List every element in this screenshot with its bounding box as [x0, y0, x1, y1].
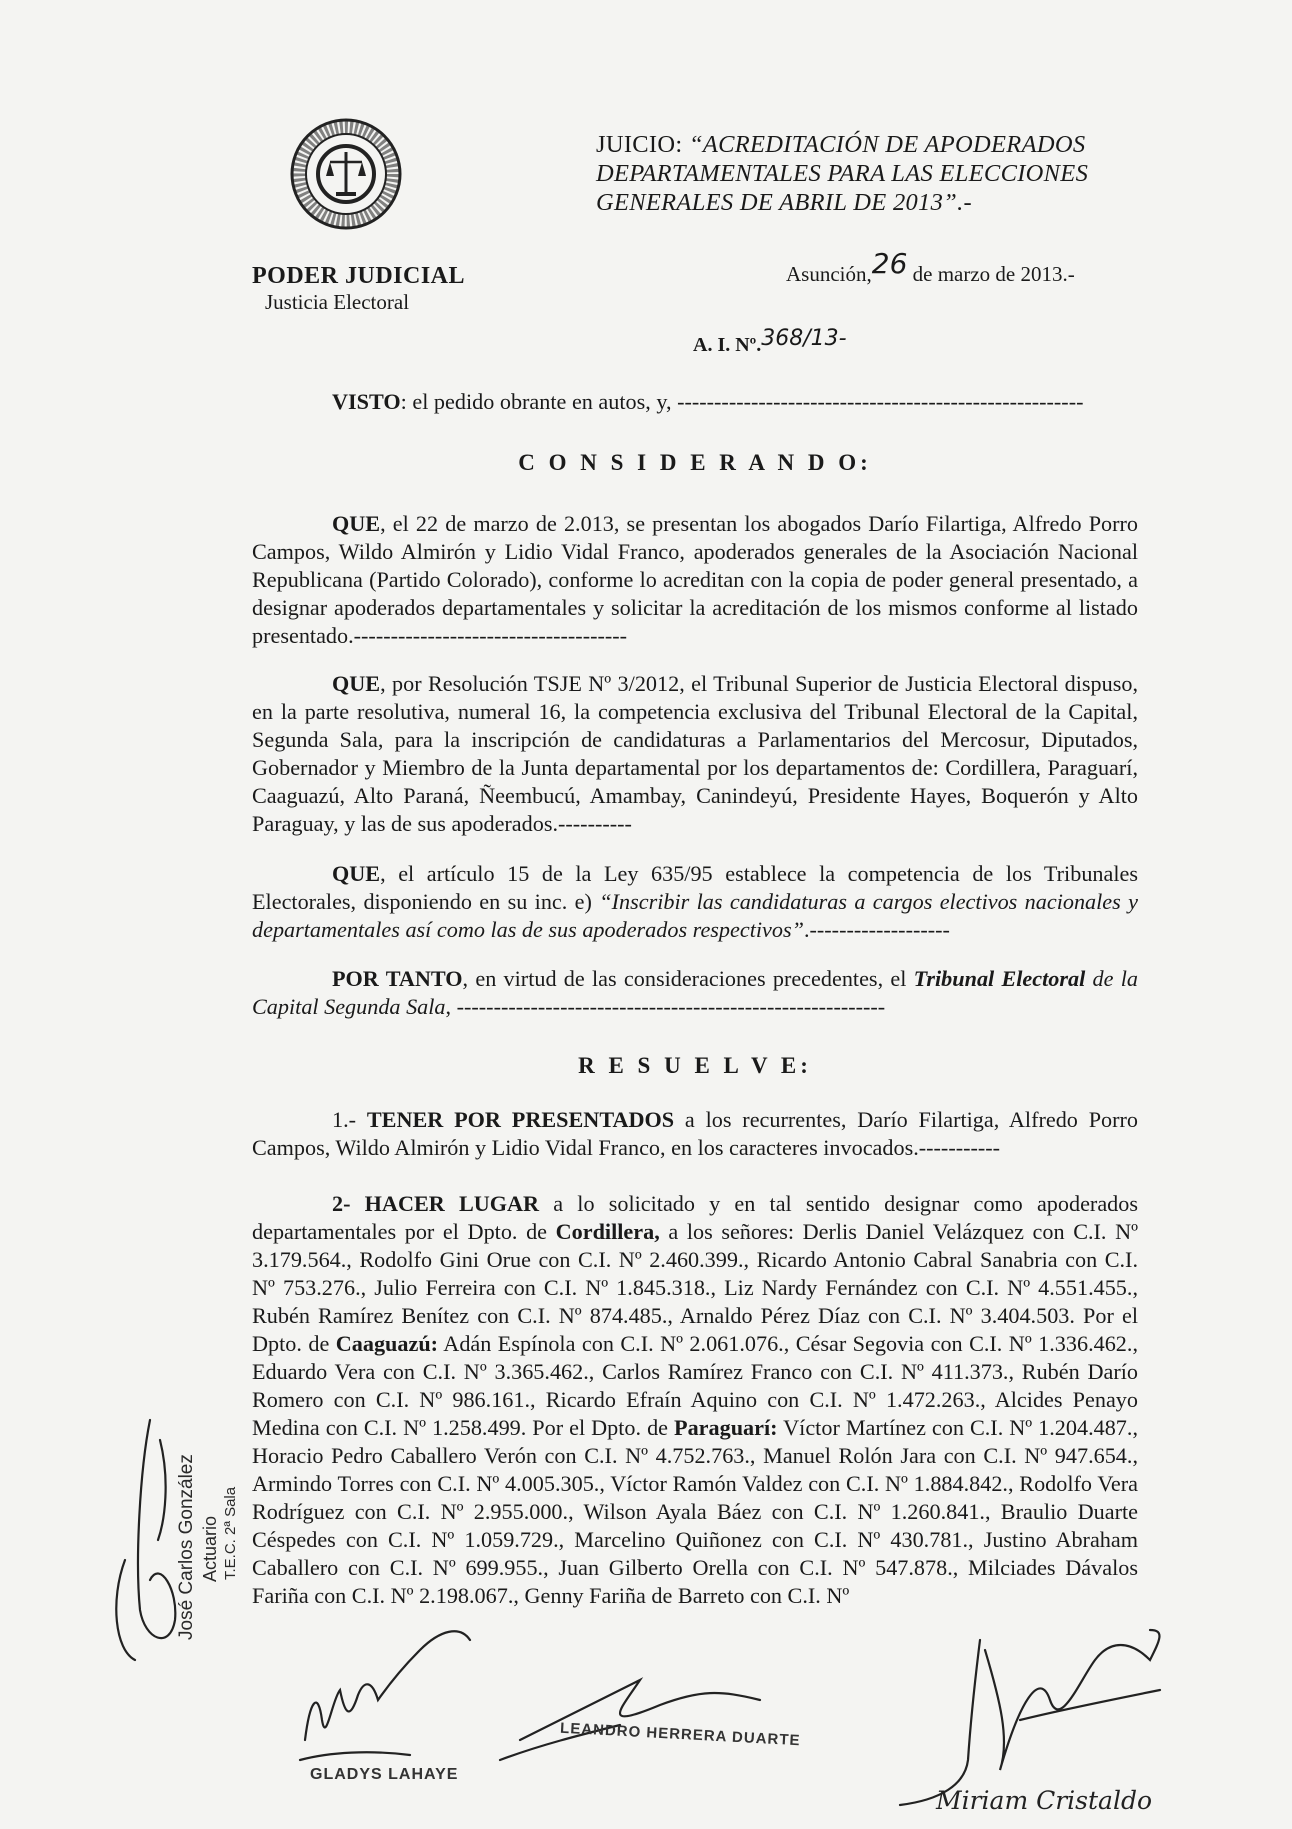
- considerando-paragraph-1: [252, 510, 1138, 650]
- ai-number: [693, 326, 847, 357]
- item-text: a lo solicitado y en tal sentido designar como apoderados departamentales por el Dpto. de: [252, 1191, 1138, 1244]
- tribunal-name: Tribunal Electoral: [913, 966, 1086, 991]
- considerando-heading: C O N S I D E R A N D O:: [518, 450, 872, 475]
- item-text: a los señores: Derlis Daniel Velázquez con C.I. Nº 3.179.564., Rodolfo Gini Orue con C.I. Nº 2.460.399., Ricardo Antonio Cabral Sanabria con C.I. Nº 753.276., Julio Ferreira con C.I. Nº 1.845.318., Liz Nardy Fernández con C.I. Nº 4.551.455., Rubén Ramírez Benítez con C.I. Nº 874.485., Arnaldo Pérez Díaz con C.I. Nº 3.404.503. Por el Dpto. de: [252, 1219, 1138, 1356]
- department-cordillera: Cordillera,: [555, 1219, 660, 1244]
- case-label: JUICIO:: [596, 131, 683, 158]
- que-text: , el artículo 15 de la Ley 635/95 establece la competencia de los Tribunales Electorales, disponiendo en su inc. e): [252, 861, 1138, 914]
- ai-number-handwritten: 368/13-: [761, 326, 847, 351]
- electoral-seal-icon: [290, 118, 402, 230]
- sub-institution-name: Justicia Electoral: [265, 290, 410, 314]
- item-text: a los recurrentes, Darío Filartiga, Alfredo Porro Campos, Wildo Almirón y Lidio Vidal Franco, en los caracteres invocados.-----------: [252, 1107, 1139, 1160]
- margin-stamp-name: José Carlos González: [176, 1454, 197, 1640]
- resolution-item-2: [252, 1190, 1138, 1610]
- por-tanto-text-end: , ----------------------------------------------------------: [445, 994, 886, 1019]
- visto-paragraph: [252, 388, 1138, 416]
- item-text: Adán Espínola con C.I. Nº 2.061.076., César Segovia con C.I. Nº 1.336.462., Eduardo Vera con C.I. Nº 3.365.462., Carlos Ramírez Franco con C.I. Nº 411.373., Rubén Darío Romero con C.I. Nº 986.161., Ricardo Efraín Aquino con C.I. Nº 1.472.263., Alcides Penayo Medina con C.I. Nº 1.258.499. Por el Dpto. de: [252, 1331, 1138, 1440]
- item-label: TENER POR PRESENTADOS: [366, 1107, 675, 1132]
- que-text: , el 22 de marzo de 2.013, se presentan los abogados Darío Filartiga, Alfredo Porro Campos, Wildo Almirón y Lidio Vidal Franco, apoderados generales de la Asociación Nacional Republicana (Partido Colorado), conforme lo acreditan con la copia de poder general presentado, a designar apoderados departamentales y solicitar la acreditación de los mismos conforme al listado presentado.-------------------------------------: [252, 511, 1138, 648]
- case-title-line3: GENERALES DE ABRIL DE 2013”.-: [596, 189, 972, 216]
- resuelve-heading: R E S U E L V E:: [578, 1053, 812, 1078]
- margin-initial-stroke: [116, 1560, 135, 1660]
- que-label: QUE: [332, 671, 381, 696]
- margin-stamp-role: Actuario: [200, 1515, 220, 1582]
- signature-3-stroke: [985, 1630, 1159, 1770]
- tribunal-sala: de la Capital Segunda Sala: [252, 966, 1139, 1019]
- signature-2-name: LEANDRO HERRERA DUARTE: [559, 1719, 801, 1750]
- item-text: Víctor Martínez con C.I. Nº 1.204.487., Horacio Pedro Caballero Verón con C.I. Nº 4.752.763., Manuel Rolón Jara con C.I. Nº 947.654., Armindo Torres con C.I. Nº 4.005.305., Víctor Ramón Valdez con C.I. Nº 1.884.842., Rodolfo Vera Rodríguez con C.I. Nº 2.955.000., Wilson Ayala Báez con C.I. Nº 1.260.841., Braulio Duarte Céspedes con C.I. Nº 1.059.729., Marcelino Quiñonez con C.I. Nº 430.781., Justino Abraham Caballero con C.I. Nº 699.955., Juan Gilberto Orella con C.I. Nº 547.878., Milciades Dávalos Fariña con C.I. Nº 2.198.067., Genny Fariña de Barreto con C.I. Nº: [252, 1415, 1138, 1608]
- que-label: QUE: [332, 511, 381, 536]
- por-tanto-label: POR TANTO: [332, 966, 463, 991]
- ai-label: A. I. Nº.: [693, 334, 762, 356]
- case-title: [596, 130, 1156, 217]
- por-tanto-text: , en virtud de las consideraciones precedentes, el: [462, 966, 914, 991]
- signature-1-stroke: [300, 1752, 410, 1760]
- signature-3-name: Miriam Cristaldo: [936, 1786, 1153, 1815]
- signature-3-stroke: [1020, 1690, 1160, 1720]
- visto-text: : el pedido obrante en autos, y, -------------------------------------------------------: [400, 389, 1084, 414]
- institution-name: PODER JUDICIAL: [252, 263, 466, 289]
- signature-1-stroke: [305, 1631, 470, 1740]
- item-number: 1.-: [332, 1107, 357, 1132]
- que-text: , por Resolución TSJE Nº 3/2012, el Tribunal Superior de Justicia Electoral dispuso, en la parte resolutiva, numeral 16, la competencia exclusiva del Tribunal Electoral de la Capital, Segunda Sala, para la inscripción de candidaturas a Parlamentarios del Mercosur, Diputados, Gobernador y Miembro de la Junta departamental por los departamentos de: Cordillera, Paraguarí, Caaguazú, Alto Paraná, Ñeembucú, Amambay, Canindeyú, Presidente Hayes, Boquerón y Alto Paraguay, y las de sus apoderados.----------: [252, 671, 1138, 836]
- signature-1-name: GLADYS LAHAYE: [310, 1766, 459, 1783]
- department-paraguari: Paraguarí:: [674, 1415, 778, 1440]
- item-number: 2-: [332, 1191, 351, 1216]
- considerando-paragraph-2: [252, 670, 1138, 838]
- resolution-item-1: [252, 1106, 1138, 1162]
- margin-initial-stroke: [158, 1440, 166, 1540]
- por-tanto-paragraph: [252, 965, 1138, 1021]
- electoral-seal: [290, 118, 402, 230]
- que-label: QUE: [332, 861, 381, 886]
- que-text-end: .-------------------: [803, 917, 950, 942]
- considerando-paragraph-3: [252, 860, 1138, 944]
- date-suffix: de marzo de 2013.-: [912, 262, 1075, 286]
- department-caaguazu: Caaguazú:: [335, 1331, 439, 1356]
- margin-initial-stroke: [138, 1420, 175, 1638]
- margin-stamp-court: T.E.C. 2ª Sala: [222, 1486, 239, 1580]
- item-label: HACER LUGAR: [364, 1191, 540, 1216]
- signature-3-stroke: [900, 1640, 980, 1805]
- document-date: [786, 247, 1075, 288]
- date-prefix: Asunción,: [786, 262, 872, 286]
- law-quote: “Inscribir las candidaturas a cargos electivos nacionales y departamentales así como las de sus apoderados respectivos”: [252, 889, 1138, 942]
- visto-label: VISTO: [332, 389, 401, 414]
- date-day-handwritten: 26: [871, 247, 908, 280]
- case-title-line1: “ACREDITACIÓN DE APODERADOS: [688, 131, 1086, 158]
- case-title-line2: DEPARTAMENTALES PARA LAS ELECCIONES: [596, 160, 1089, 187]
